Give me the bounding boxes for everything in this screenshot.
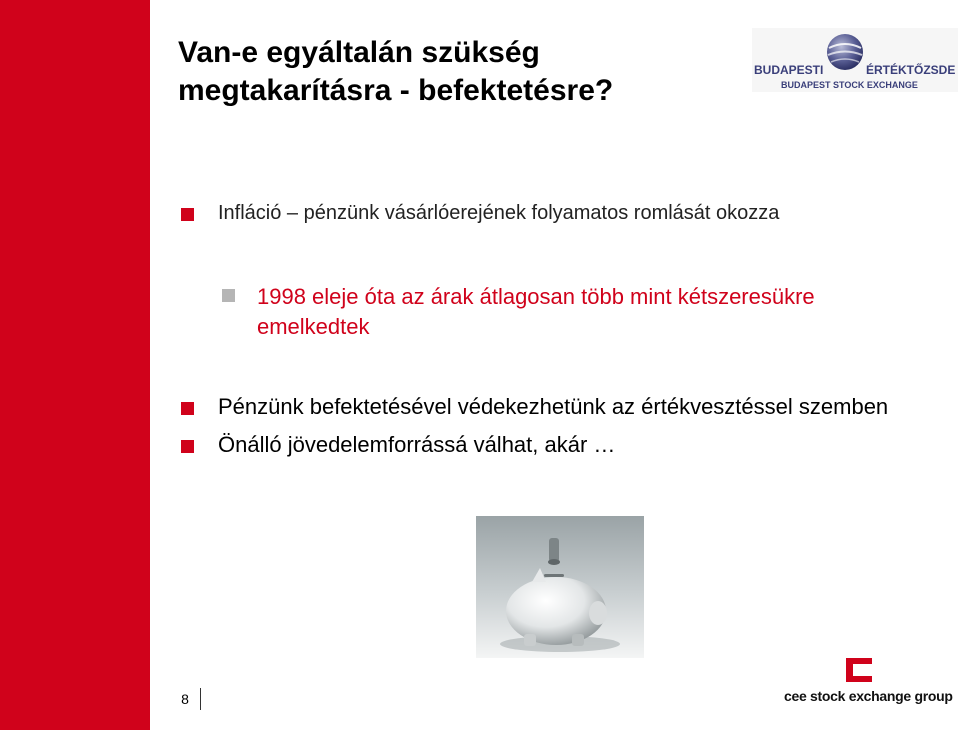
slide-title (178, 34, 718, 110)
sub-bullet-line-2: emelkedtek (257, 314, 370, 339)
svg-text:ÉRTÉKTŐZSDE: ÉRTÉKTŐZSDE (866, 63, 956, 77)
piggy-bank-photo (476, 516, 644, 658)
bullet-inflation (181, 202, 779, 225)
bullet-text: Önálló jövedelemforrássá válhat, akár … (218, 432, 616, 457)
bullet-income-source (181, 432, 615, 458)
bullet-text: Infláció – pénzünk vásárlóerejének folyamatos romlását okozza (218, 202, 780, 224)
cee-logo-mark-icon (844, 656, 874, 684)
bullet-text: Pénzünk befektetésével védekezhetünk az értékvesztéssel szemben (218, 394, 889, 419)
page-number: 8 (170, 688, 201, 710)
cee-stock-exchange-group-logo: cee stock exchange group (784, 688, 953, 704)
sub-bullet-prices (222, 282, 942, 342)
sub-bullet-line-1: 1998 eleje óta az árak átlagosan több mint kétszeresükre (257, 284, 815, 309)
red-square-bullet-icon (181, 440, 194, 453)
piggy-bank-coin-icon (476, 516, 644, 658)
title-line-2: megtakarításra - befektetésre? (178, 74, 614, 107)
left-red-bar (0, 0, 150, 730)
title-line-1: Van-e egyáltalán szükség (178, 36, 540, 69)
svg-text:BUDAPEST STOCK EXCHANGE: BUDAPEST STOCK EXCHANGE (781, 80, 918, 90)
red-square-bullet-icon (181, 402, 194, 415)
svg-text:BUDAPESTI: BUDAPESTI (754, 63, 824, 77)
budapest-stock-exchange-logo (752, 28, 958, 92)
bse-globe-icon (752, 28, 958, 92)
grey-square-bullet-icon (222, 289, 235, 302)
sub-bullet-text (257, 282, 815, 342)
bullet-investment (181, 394, 888, 420)
red-square-bullet-icon (181, 208, 194, 221)
